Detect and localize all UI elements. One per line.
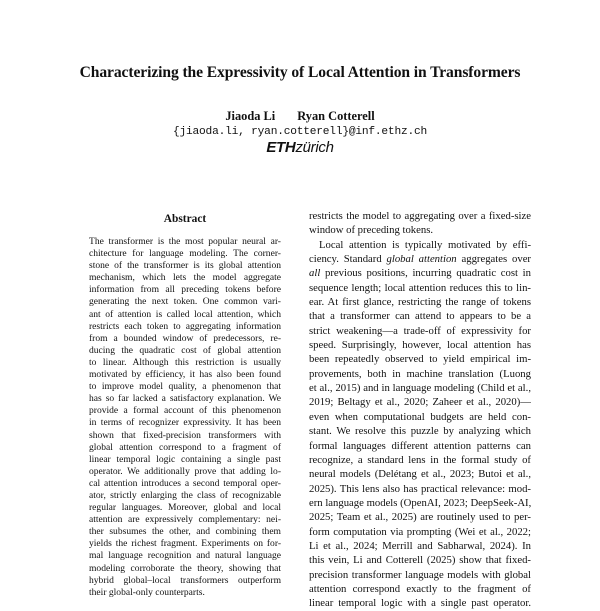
text-line: been repeatedly observed to yield empirical im- (309, 353, 531, 366)
text-line: The transformer is the most popular neural ar- (89, 236, 281, 247)
text-line: information from all preceding tokens before (89, 284, 281, 296)
text-line: their global-only counterparts. (89, 586, 205, 598)
text-line: has so far lacked a satisfactory explanation. We (89, 393, 281, 405)
text-line: mal language recognition and natural language (89, 550, 281, 562)
author-list (0, 109, 600, 124)
text-line: to linear. Although this restriction is usually (89, 356, 281, 368)
text-line: in terms of recognizer expressivity. It has been (89, 417, 281, 429)
author-name: Ryan Cotterell (297, 109, 375, 123)
text-line: even when computational budgets are held con- (309, 410, 531, 423)
text-line: 2019; Beltagy et al., 2020; Zaheer et al., 2020)— (309, 396, 531, 409)
text-line: sequence length; local attention reduces this to lin- (309, 281, 531, 294)
text-line: global attention correspond to a fragment of (89, 441, 281, 453)
text-line: linear temporal logic containing a single past (89, 453, 281, 465)
text-line: ant of attention is called local attention, which (89, 308, 281, 320)
text-line: yields the richest fragment. Experiments on for- (89, 538, 281, 550)
text-line: restricts the model to aggregating over a fixed-size (309, 210, 531, 222)
text-line: restricts each token to aggregating information (89, 320, 281, 332)
text-line: ciency. Standard global attention aggregates over (309, 253, 531, 266)
text-line: formal languages different attention patterns can (309, 439, 531, 452)
text-line: linear temporal logic with a single past operator. (309, 597, 531, 610)
text-line: et al., 2015) and in language modeling (Child et al., (309, 382, 531, 395)
introduction-body (309, 209, 531, 611)
text-line: regular languages. Moreover, global and local (89, 502, 281, 514)
text-line: from a bounded window of predecessors, re- (89, 332, 281, 344)
text-line: Li et al., 2024; Merrill and Sabharwal, 2024). In (309, 539, 531, 552)
logo-zurich: zürich (295, 139, 334, 156)
text-line: recognize, a standard lens in the formal study of (309, 453, 531, 466)
text-line: 2025). This lens also has practical relevance: mod- (309, 482, 531, 495)
text-line: ern language models (OpenAI, 2023; DeepSeek-AI, (309, 496, 532, 509)
text-line: cal attention introduces a second temporal oper- (89, 477, 281, 489)
text-line: 2025; Team et al., 2025) are routinely used to per- (309, 511, 531, 524)
text-line: neural models (Delétang et al., 2023; Butoi et al., (309, 468, 531, 481)
abstract-heading: Abstract (163, 213, 207, 225)
text-line: hybrid global–local transformers outperform (89, 574, 281, 586)
text-line: attention are expressively complementary: nei- (89, 514, 281, 526)
text-line: ducing the quadratic cost of global attention (89, 344, 281, 356)
text-line: modeling corroborate the theory, showing that (89, 562, 281, 574)
text-line: to improve model quality, a phenomenon that (89, 381, 281, 393)
text-line: speed. Surprisingly, however, local attention has (309, 339, 531, 352)
text-line: ator, strictly enlarging the class of recognizable (89, 489, 281, 501)
text-line: provide a formal account of this phenomenon (89, 405, 281, 417)
text-line: all previous positions, incurring quadratic cost in (309, 267, 531, 280)
text-line: stant. We resolve this puzzle by analyzing which (309, 425, 531, 438)
text-line: Local attention is typically motivated by effi- (319, 238, 531, 251)
text-line: mechanism, which lets the model aggregate (89, 272, 281, 284)
text-line: precision transformer language models with global (309, 568, 531, 581)
text-line: that a transformer can attend to appears to be a (309, 310, 531, 323)
text-line: strict weakening—a trade-off of expressivity for (309, 324, 531, 337)
text-line: this vein, Li and Cotterell (2025) show that fixed- (309, 554, 531, 567)
text-line: provements, both in machine translation (Luong (309, 367, 531, 380)
logo-eth: ETH (266, 139, 296, 156)
text-line: ear. At first glance, restricting the range of tokens (309, 296, 531, 309)
text-line: motivated by efficiency, it has also been found (89, 369, 281, 381)
author-email: {jiaoda.li, ryan.cotterell}@inf.ethz.ch (172, 126, 428, 138)
text-line: chitecture for language modeling. The corner- (89, 248, 281, 260)
text-line: generating the next token. One common vari- (89, 296, 281, 308)
text-line: ther subsumes the other, and combining them (89, 526, 281, 538)
text-line: window of preceding tokens. (309, 224, 434, 237)
eth-zurich-logo (0, 139, 600, 156)
text-line: form computation via prompting (Wei et al., 2022; (309, 525, 531, 538)
text-line: stone of the transformer is its global attention (89, 260, 281, 272)
text-line: shown that fixed-precision transformers with (89, 429, 281, 441)
abstract-body (89, 236, 281, 599)
text-line: operator. We additionally prove that adding lo- (89, 465, 281, 477)
author-name: Jiaoda Li (225, 109, 276, 123)
paper-title: Characterizing the Expressivity of Local Attention in Transformers (79, 64, 521, 81)
text-line: attention correspond exactly to the fragment of (309, 582, 531, 595)
